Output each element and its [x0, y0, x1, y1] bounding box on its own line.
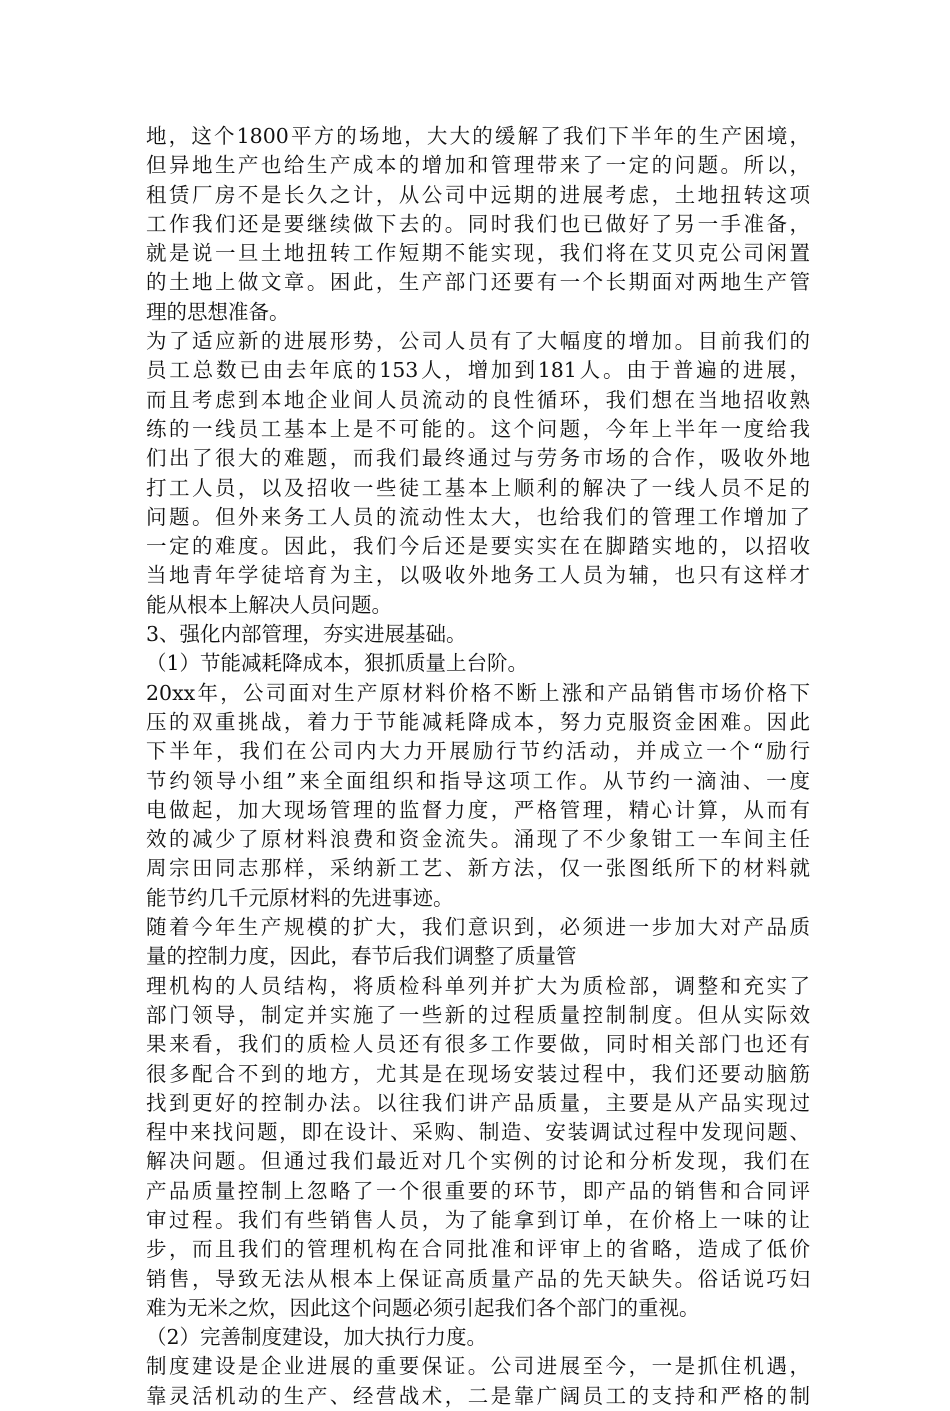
text-line: 就是说一旦土地扭转工作短期不能实现，我们将在艾贝克公司闲置: [146, 241, 810, 266]
paragraph-quality-control: [146, 972, 810, 1324]
paragraph-staffing: [146, 327, 810, 620]
text-line: 们出了很大的难题，而我们最终通过与劳务市场的合作，吸收外地: [146, 446, 810, 471]
text-line: 靠灵活机动的生产、经营战术，二是靠广阔员工的支持和严格的制: [146, 1383, 810, 1408]
text-line: 理的思想准备。: [146, 299, 290, 324]
text-line: 随着今年生产规模的扩大，我们意识到，必须进一步加大对产品质: [146, 915, 810, 940]
text-line: 销售，导致无法从根本上保证高质量产品的先天缺失。俗话说巧妇: [146, 1266, 810, 1291]
text-line: 工作我们还是要继续做下去的。同时我们也已做好了另一手准备，: [146, 211, 810, 236]
text-line: 问题。但外来务工人员的流动性太大，也给我们的管理工作增加了: [146, 504, 810, 529]
text-line: 制度建设是企业进展的重要保证。公司进展至今，一是抓住机遇，: [146, 1354, 810, 1379]
text-line: 步，而且我们的管理机构在合同批准和评审上的省略，造成了低价: [146, 1237, 810, 1262]
text-line: 租赁厂房不是长久之计，从公司中远期的进展考虑，土地扭转这项: [146, 182, 810, 207]
text-line: 20xx年，公司面对生产原材料价格不断上涨和产品销售市场价格下: [146, 680, 810, 705]
text-line: 部门领导，制定并实施了一些新的过程质量控制制度。但从实际效: [146, 1002, 810, 1027]
text-line: 员工总数已由去年底的153人，增加到181人。由于普遍的进展，: [146, 358, 810, 383]
text-line: 解决问题。但通过我们最近对几个实例的讨论和分析发现，我们在: [146, 1149, 810, 1174]
section-heading-3: [146, 620, 810, 649]
text-line: 能从根本上解决人员问题。: [146, 592, 392, 617]
paragraph-production-site: [146, 122, 810, 327]
subsection-heading-2: [146, 1323, 810, 1352]
text-line: 能节约几千元原材料的先进事迹。: [146, 885, 454, 910]
text-line: 的土地上做文章。困此，生产部门还要有一个长期面对两地生产管: [146, 270, 810, 295]
text-line: 节约领导小组”来全面组织和指导这项工作。从节约一滴油、一度: [146, 768, 810, 793]
text-line: 电做起，加大现场管理的监督力度，严格管理，精心计算，从而有: [146, 797, 810, 822]
text-line: 审过程。我们有些销售人员，为了能拿到订单，在价格上一味的让: [146, 1207, 810, 1232]
heading-line: （2）完善制度建设，加大执行力度。: [146, 1325, 488, 1350]
text-line: 难为无米之炊，因此这个问题必须引起我们各个部门的重视。: [146, 1295, 700, 1320]
text-line: 很多配合不到的地方，尤其是在现场安装过程中，我们还要动脑筋: [146, 1061, 810, 1086]
text-line: 地，这个1800平方的场地，大大的缓解了我们下半年的生产困境，: [146, 124, 810, 148]
subsection-heading-1: [146, 649, 810, 678]
text-line: 周宗田同志那样，采纳新工艺、新方法，仅一张图纸所下的材料就: [146, 856, 810, 881]
text-line: 量的控制力度，因此，春节后我们调整了质量管: [146, 944, 577, 969]
text-line: 理机构的人员结构，将质检科单列并扩大为质检部，调整和充实了: [146, 973, 810, 998]
text-line: 程中来找问题，即在设计、采购、制造、安装调试过程中发现问题、: [146, 1120, 810, 1145]
text-line: 而且考虑到本地企业间人员流动的良性循环，我们想在当地招收熟: [146, 387, 810, 412]
heading-line: 3、强化内部管理，夯实进展基础。: [146, 622, 467, 647]
heading-line: （1）节能减耗降成本，狠抓质量上台阶。: [146, 651, 529, 676]
text-line: 当地青年学徒培育为主，以吸收外地务工人员为辅，也只有这样才: [146, 563, 810, 588]
text-line: 为了适应新的进展形势，公司人员有了大幅度的增加。目前我们的: [146, 329, 810, 354]
text-line: 压的双重挑战，着力于节能减耗降成本，努力克服资金困难。因此: [146, 709, 810, 734]
text-line: 效的减少了原材料浪费和资金流失。涌现了不少象钳工一车间主任: [146, 827, 810, 852]
text-line: 下半年，我们在公司内大力开展励行节约活动，并成立一个“励行: [146, 739, 810, 764]
text-line: 但异地生产也给生产成本的增加和管理带来了一定的问题。所以，: [146, 153, 810, 178]
text-line: 练的一线员工基本上是不可能的。这个问题，今年上半年一度给我: [146, 416, 810, 441]
paragraph-quality-intro: [146, 913, 810, 972]
document-page: [146, 122, 810, 1411]
paragraph-system-building: [146, 1352, 810, 1411]
text-line: 产品质量控制上忽略了一个很重要的环节，即产品的销售和合同评: [146, 1178, 810, 1203]
text-line: 一定的难度。因此，我们今后还是要实实在在脚踏实地的，以招收: [146, 534, 810, 559]
text-line: 打工人员，以及招收一些徒工基本上顺利的解决了一线人员不足的: [146, 475, 810, 500]
text-line: 找到更好的控制办法。以往我们讲产品质量，主要是从产品实现过: [146, 1090, 810, 1115]
paragraph-cost-saving: [146, 679, 810, 913]
text-line: 果来看，我们的质检人员还有很多工作要做，同时相关部门也还有: [146, 1032, 810, 1057]
